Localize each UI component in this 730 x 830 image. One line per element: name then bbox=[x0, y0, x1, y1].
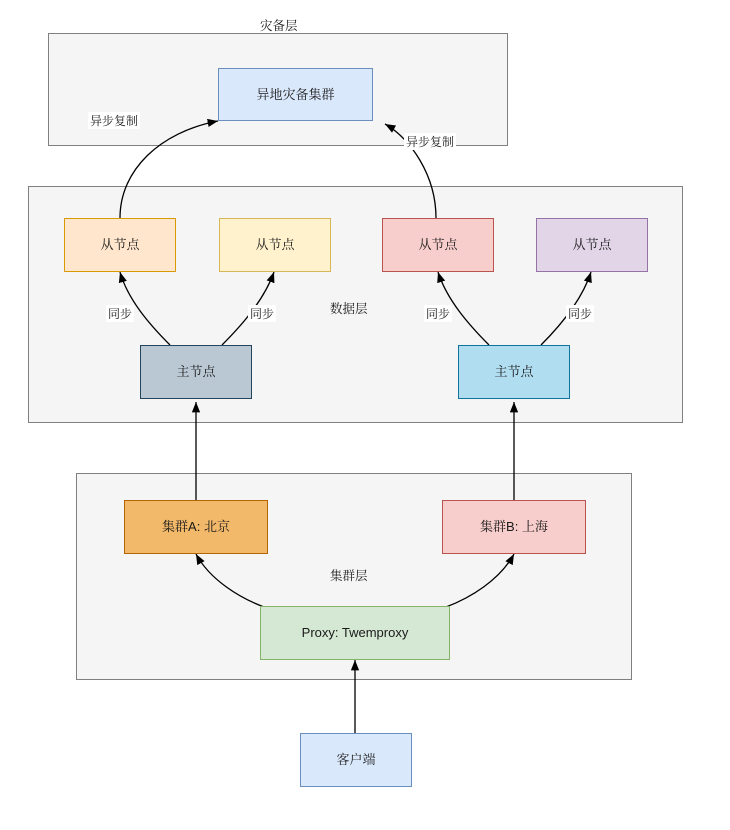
node-slave-a2[interactable]: 从节点 bbox=[219, 218, 331, 272]
node-client[interactable]: 客户端 bbox=[300, 733, 412, 787]
edge-label-sync-a2: 同步 bbox=[250, 307, 275, 321]
cluster-layer-title: 集群层 bbox=[330, 569, 368, 583]
edge-label-async-replication-right: 异步复制 bbox=[406, 135, 455, 149]
edge-label-sync-a1: 同步 bbox=[108, 307, 133, 321]
edge-label-async-replication-left: 异步复制 bbox=[90, 114, 139, 128]
node-proxy[interactable]: Proxy: Twemproxy bbox=[260, 606, 450, 660]
node-cluster-b[interactable]: 集群B: 上海 bbox=[442, 500, 586, 554]
node-slave-b1[interactable]: 从节点 bbox=[382, 218, 494, 272]
edge-label-sync-b1: 同步 bbox=[426, 307, 451, 321]
node-dr-cluster[interactable]: 异地灾备集群 bbox=[218, 68, 373, 121]
edge-label-sync-b2: 同步 bbox=[568, 307, 593, 321]
dr-layer-title: 灾备层 bbox=[260, 19, 298, 33]
node-master-a[interactable]: 主节点 bbox=[140, 345, 252, 399]
node-master-b[interactable]: 主节点 bbox=[458, 345, 570, 399]
node-cluster-a[interactable]: 集群A: 北京 bbox=[124, 500, 268, 554]
node-slave-a1[interactable]: 从节点 bbox=[64, 218, 176, 272]
node-slave-b2[interactable]: 从节点 bbox=[536, 218, 648, 272]
data-layer-title: 数据层 bbox=[330, 302, 368, 316]
